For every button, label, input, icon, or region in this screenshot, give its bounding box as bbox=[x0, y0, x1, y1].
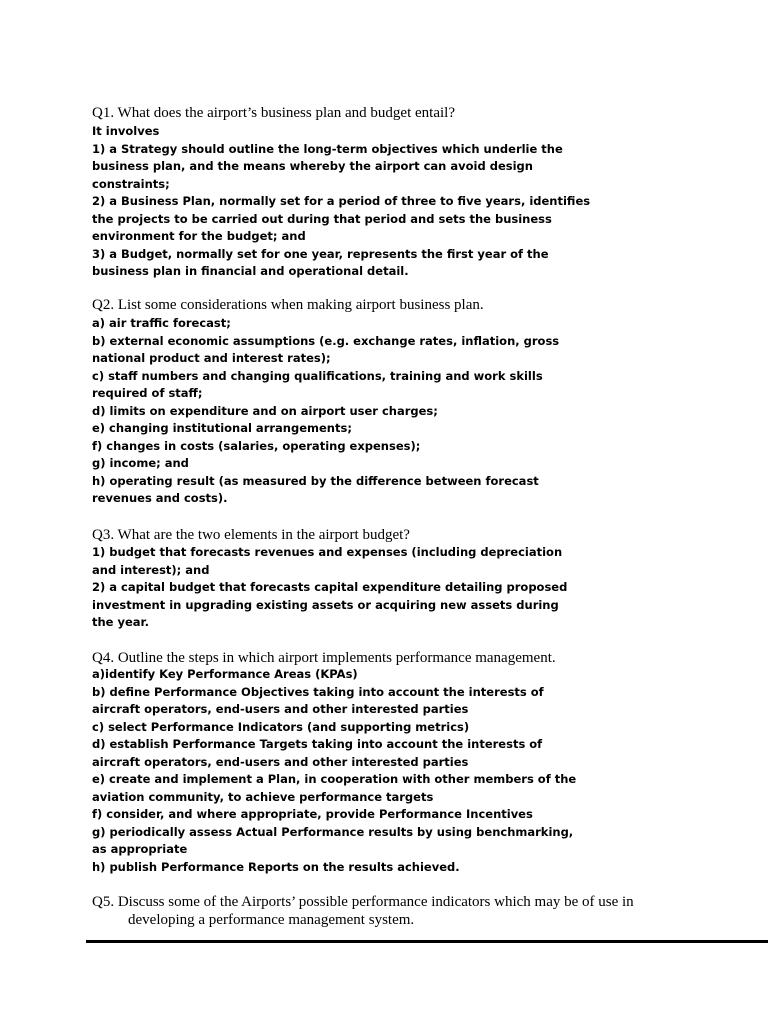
answer-line: a)identify Key Performance Areas (KPAs) bbox=[92, 667, 358, 681]
answer-line: f) changes in costs (salaries, operating expenses); bbox=[92, 438, 421, 453]
answer-line: national product and interest rates); bbox=[92, 351, 331, 365]
answer-line: d) limits on expenditure and on airport user charges; bbox=[92, 403, 438, 418]
answer-line: h) publish Performance Reports on the results achieved. bbox=[92, 859, 460, 874]
question-2-answer bbox=[92, 315, 562, 508]
question-3-heading: Q3. What are the two elements in the airport budget? bbox=[92, 527, 410, 543]
answer-line: as appropriate bbox=[92, 842, 188, 856]
question-1-answer bbox=[92, 123, 591, 281]
question-5-line-2: developing a performance management system. bbox=[128, 912, 415, 928]
answer-line: b) external economic assumptions (e.g. exchange rates, inflation, gross bbox=[92, 333, 560, 348]
answer-line: investment in upgrading existing assets or acquiring new assets during bbox=[92, 597, 559, 612]
answer-line: aircraft operators, end-users and other interested parties bbox=[92, 754, 469, 769]
answer-line: 3) a Budget, normally set for one year, represents the first year of the bbox=[92, 246, 549, 261]
answer-line: 2) a Business Plan, normally set for a period of three to five years, identifies bbox=[92, 194, 591, 208]
answer-line: aviation community, to achieve performance targets bbox=[92, 789, 434, 804]
answer-line: aircraft operators, end-users and other interested parties bbox=[92, 702, 469, 716]
answer-line: e) changing institutional arrangements; bbox=[92, 421, 352, 435]
answer-line: It involves bbox=[92, 124, 160, 138]
answer-line: and interest); and bbox=[92, 562, 210, 577]
answer-line: f) consider, and where appropriate, provide Performance Incentives bbox=[92, 807, 533, 821]
question-3-answer bbox=[92, 544, 568, 632]
answer-line: 1) a Strategy should outline the long-term objectives which underlie the bbox=[92, 141, 563, 156]
answer-line: g) periodically assess Actual Performance results by using benchmarking, bbox=[92, 824, 574, 839]
answer-line: business plan, and the means whereby the airport can avoid design bbox=[92, 159, 533, 173]
answer-line: required of staff; bbox=[92, 386, 203, 400]
question-4-heading: Q4. Outline the steps in which airport implements performance management. bbox=[92, 650, 556, 666]
question-4-answer bbox=[92, 666, 577, 876]
answer-line: revenues and costs). bbox=[92, 491, 228, 505]
question-5-heading bbox=[92, 893, 662, 929]
answer-line: the year. bbox=[92, 615, 149, 629]
answer-line: h) operating result (as measured by the difference between forecast bbox=[92, 473, 539, 488]
answer-line: e) create and implement a Plan, in cooperation with other members of the bbox=[92, 772, 577, 786]
answer-line: 2) a capital budget that forecasts capital expenditure detailing proposed bbox=[92, 580, 568, 594]
answer-line: c) select Performance Indicators (and supporting metrics) bbox=[92, 719, 470, 734]
answer-line: business plan in financial and operational detail. bbox=[92, 264, 409, 278]
answer-line: d) establish Performance Targets taking into account the interests of bbox=[92, 737, 543, 751]
question-2-heading: Q2. List some considerations when making airport business plan. bbox=[92, 297, 484, 313]
answer-line: the projects to be carried out during that period and sets the business bbox=[92, 211, 552, 226]
answer-line: g) income; and bbox=[92, 456, 189, 470]
answer-line: environment for the budget; and bbox=[92, 229, 306, 243]
answer-line: b) define Performance Objectives taking into account the interests of bbox=[92, 684, 544, 699]
answer-line: constraints; bbox=[92, 176, 170, 191]
horizontal-rule bbox=[86, 940, 768, 943]
question-5-line-1: Q5. Discuss some of the Airports’ possible performance indicators which may be of use in bbox=[92, 894, 634, 910]
answer-line: 1) budget that forecasts revenues and expenses (including depreciation bbox=[92, 545, 563, 559]
question-1-heading: Q1. What does the airport’s business plan and budget entail? bbox=[92, 105, 455, 121]
answer-line: c) staff numbers and changing qualifications, training and work skills bbox=[92, 368, 543, 383]
answer-line: a) air traffic forecast; bbox=[92, 316, 231, 330]
